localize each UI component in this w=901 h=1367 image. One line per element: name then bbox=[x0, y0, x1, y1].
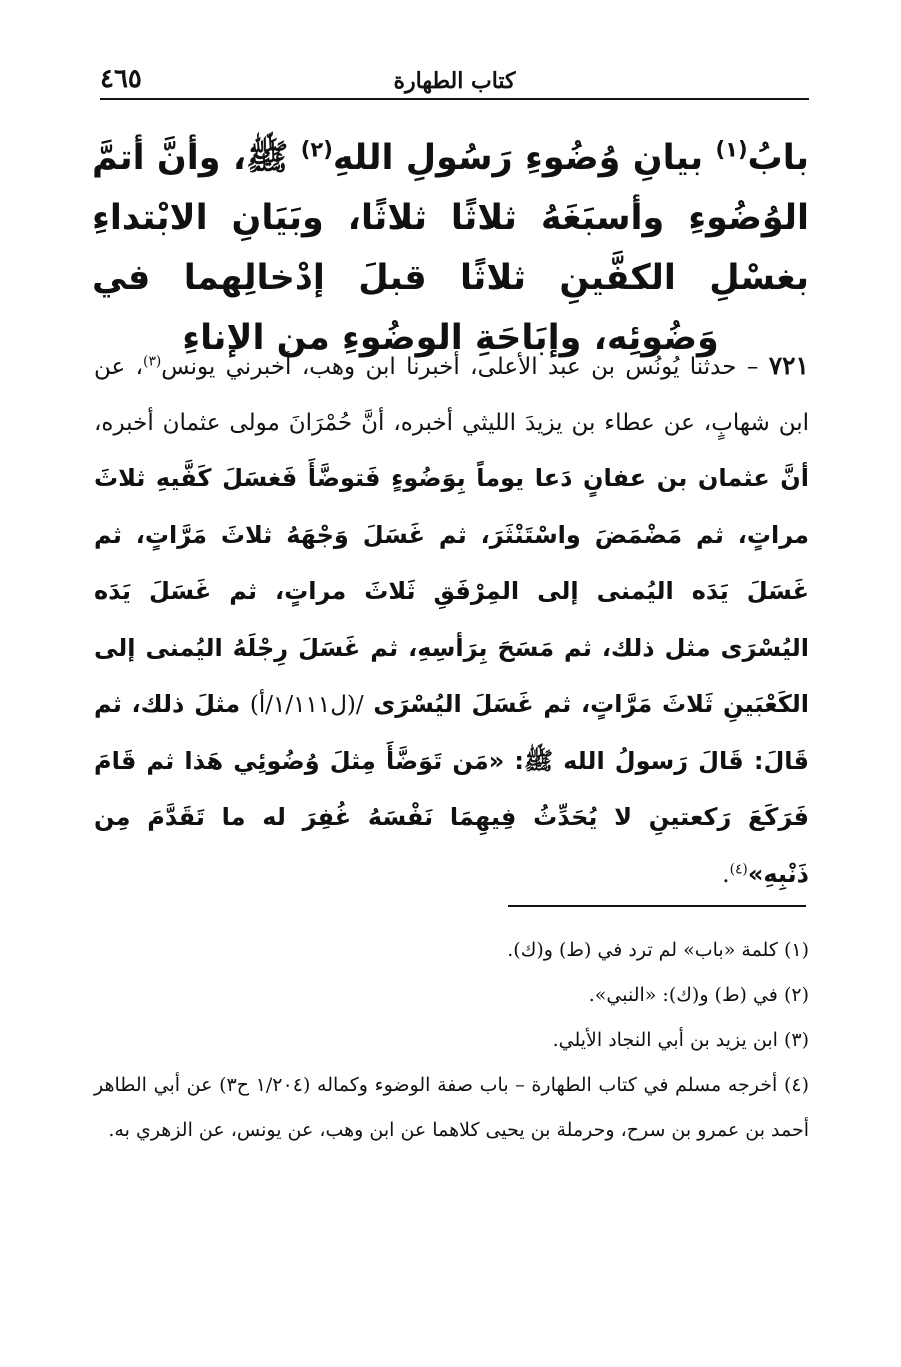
header-rule bbox=[100, 98, 809, 100]
chapter-heading bbox=[92, 128, 809, 368]
footnotes bbox=[94, 928, 809, 1153]
footnote-separator bbox=[508, 905, 806, 907]
hadith-isnad: ، عن ابن شهابٍ، عن عطاء بن يزيدَ الليثي أخبره، أنَّ حُمْرَانَ مولى عثمان أخبره، bbox=[94, 354, 809, 436]
footnote-marker[interactable]: (٤) bbox=[729, 860, 748, 877]
footnote-item bbox=[94, 973, 809, 1018]
footnote-text: ابن يزيد بن أبي النجاد الأيلي. bbox=[552, 1029, 784, 1051]
footnote-marker[interactable]: (٣) bbox=[143, 353, 162, 370]
hadith-number: ٧٢١ bbox=[768, 351, 809, 380]
footnote-marker[interactable]: (١) bbox=[715, 137, 748, 162]
footnote-text: في (ط) و(ك): «النبي». bbox=[588, 984, 784, 1006]
chapter-heading-part: بيانِ وُضُوءِ رَسُولِ اللهِ bbox=[332, 138, 716, 178]
footnote-item bbox=[94, 1018, 809, 1063]
chapter-heading-part: ﷺ، وأنَّ أتمَّ الوُضُوءِ وأسبَغَهُ ثلاثًا ثلاثًا، وبَيَانِ الابْتداءِ بغسْلِ الكفَّينِ ثلاثًا قبلَ إدْخالِهما في وَضُوئِه، وإبَاحَةِ الوضُوءِ من الإناءِ bbox=[92, 138, 809, 358]
footnote-marker[interactable]: (٢) bbox=[300, 137, 333, 162]
page-number: ٤٦٥ bbox=[100, 64, 142, 94]
hadith-end-mark: . bbox=[722, 861, 730, 888]
footnote-number: (٤) bbox=[783, 1074, 810, 1096]
footnote-item bbox=[94, 928, 809, 973]
running-header bbox=[100, 62, 809, 100]
footnote-text: كلمة «باب» لم ترد في (ط) و(ك). bbox=[507, 939, 784, 961]
chapter-heading-part: بابُ bbox=[747, 138, 810, 178]
footnote-item bbox=[94, 1063, 809, 1153]
footnote-text: أخرجه مسلم في كتاب الطهارة – باب صفة الوضوء وكماله (١/٢٠٤ ح٣) عن أبي الطاهر أحمد بن عمرو بن سرح، وحرملة بن يحيى كلاهما عن ابن وهب، عن يونس، عن الزهري به. bbox=[94, 1074, 809, 1141]
manuscript-reference: /(ل١/١١١/أ) bbox=[249, 692, 364, 718]
hadith-matn: مثلَ ذلك، ثم قَالَ: قَالَ رَسولُ الله ﷺ: «مَن تَوَضَّأَ مِثلَ وُضُوئِي هَذا ثم قَامَ فَرَكَعَ رَكعتينِ لا يُحَدِّثُ فِيهِمَا نَفْسَهُ غُفِرَ له ما تَقَدَّمَ مِن ذَنْبِهِ» bbox=[94, 690, 809, 888]
footnote-number: (٣) bbox=[783, 1029, 809, 1051]
running-title: كتاب الطهارة bbox=[393, 68, 516, 94]
hadith-matn: أنَّ عثمان بن عفانٍ دَعا يوماً بِوَضُوءٍ فَتوضَّأَ فَغسَلَ كَفَّيهِ ثلاثَ مراتٍ، ثم مَضْمَضَ واسْتَنْثَرَ، ثم غَسَلَ وَجْهَهُ ثلاثَ مَرَّاتٍ، ثم غَسَلَ يَدَه اليُمنى إلى المِرْفَقِ ثَلاثَ مراتٍ، ثم غَسَلَ يَدَه اليُسْرَى مثل ذلك، ثم مَسَحَ بِرَأسِهِ، ثم غَسَلَ رِجْلَهُ اليُمنى إلى الكَعْبَينِ ثَلاثَ مَرَّاتٍ، ثم غَسَلَ اليُسْرَى bbox=[94, 464, 809, 718]
footnote-number: (١) bbox=[783, 939, 809, 961]
footnote-number: (٢) bbox=[783, 984, 809, 1006]
hadith-isnad: – حدثنا يُونُس بن عبد الأعلى، أخبرنا ابن وهب، أخبرني يونس bbox=[161, 354, 769, 380]
hadith-text bbox=[94, 338, 809, 903]
